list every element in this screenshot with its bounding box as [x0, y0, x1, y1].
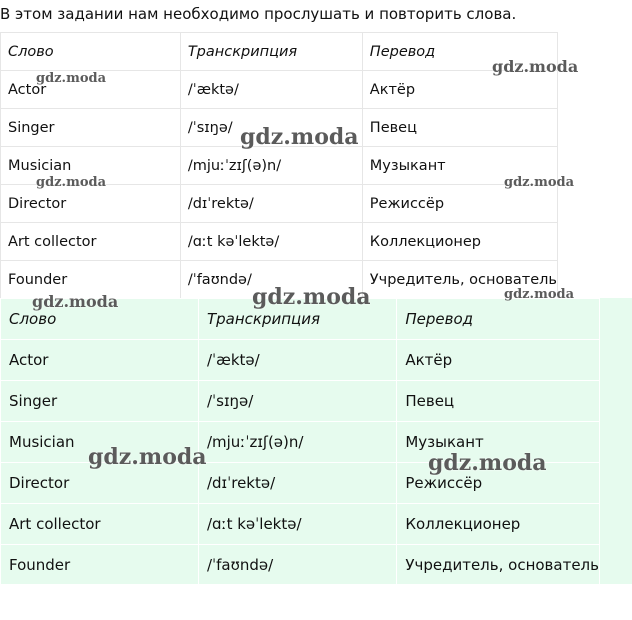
word-cell: Musician [1, 422, 199, 463]
table-header-row [1, 299, 600, 340]
watermark: gdz.moda [504, 175, 575, 190]
header-word: Слово [1, 33, 181, 71]
watermark: gdz.moda [88, 444, 207, 470]
translation-cell: Учредитель, основатель [397, 545, 600, 586]
word-cell: Director [1, 463, 199, 504]
word-cell: Art collector [1, 504, 199, 545]
translation-cell: Коллекционер [397, 504, 600, 545]
table-row [1, 223, 558, 261]
transcription-cell: /mjuːˈzɪʃ(ə)n/ [198, 422, 396, 463]
translation-cell: Режиссёр [362, 185, 557, 223]
watermark: gdz.moda [492, 57, 579, 76]
transcription-cell: /ˈæktə/ [198, 340, 396, 381]
header-transcription: Транскрипция [198, 299, 396, 340]
table-row [1, 381, 600, 422]
watermark: gdz.moda [36, 71, 107, 86]
watermark: gdz.moda [428, 450, 547, 476]
transcription-cell: /ˈæktə/ [180, 71, 362, 109]
header-translation: Перевод [362, 33, 557, 71]
watermark: gdz.moda [504, 287, 575, 302]
watermark: gdz.moda [36, 175, 107, 190]
translation-cell: Певец [362, 109, 557, 147]
watermark: gdz.moda [32, 292, 119, 311]
word-cell: Art collector [1, 223, 181, 261]
translation-cell: Актёр [397, 340, 600, 381]
word-cell: Singer [1, 381, 199, 422]
word-cell: Actor [1, 71, 181, 109]
table-row [1, 340, 600, 381]
header-word: Слово [1, 299, 199, 340]
table-row [1, 463, 600, 504]
translation-cell: Музыкант [362, 147, 557, 185]
vocabulary-table [0, 32, 558, 299]
translation-cell: Режиссёр [397, 463, 600, 504]
word-cell: Singer [1, 109, 181, 147]
header-translation: Перевод [397, 299, 600, 340]
translation-cell: Музыкант [397, 422, 600, 463]
translation-cell: Учредитель, основатель [362, 261, 557, 299]
transcription-cell: /mjuːˈzɪʃ(ə)n/ [180, 147, 362, 185]
header-transcription: Транскрипция [180, 33, 362, 71]
word-cell: Actor [1, 340, 199, 381]
word-cell: Founder [1, 545, 199, 586]
watermark: gdz.moda [252, 284, 371, 310]
table-row [1, 109, 558, 147]
transcription-cell: /ˈfaʊndə/ [180, 261, 362, 299]
transcription-cell: /ˈfaʊndə/ [198, 545, 396, 586]
word-cell: Founder [1, 261, 181, 299]
translation-cell: Певец [397, 381, 600, 422]
answer-vocabulary-table [0, 298, 600, 586]
transcription-cell: /ˈsɪŋə/ [198, 381, 396, 422]
transcription-cell: /dɪˈrektə/ [180, 185, 362, 223]
intro-text: В этом задании нам необходимо прослушать и повторить слова. [0, 5, 517, 23]
word-cell: Musician [1, 147, 181, 185]
table-row [1, 261, 558, 299]
table-row [1, 422, 600, 463]
word-cell: Director [1, 185, 181, 223]
translation-cell: Актёр [362, 71, 557, 109]
transcription-cell: /ɑːt kəˈlektə/ [180, 223, 362, 261]
table-row [1, 71, 558, 109]
transcription-cell: /ˈsɪŋə/ [180, 109, 362, 147]
table-header-row [1, 33, 558, 71]
transcription-cell: /ɑːt kəˈlektə/ [198, 504, 396, 545]
table-row [1, 185, 558, 223]
table-row [1, 147, 558, 185]
watermark: gdz.moda [240, 124, 359, 150]
translation-cell: Коллекционер [362, 223, 557, 261]
table-row [1, 545, 600, 586]
table-row [1, 504, 600, 545]
transcription-cell: /dɪˈrektə/ [198, 463, 396, 504]
